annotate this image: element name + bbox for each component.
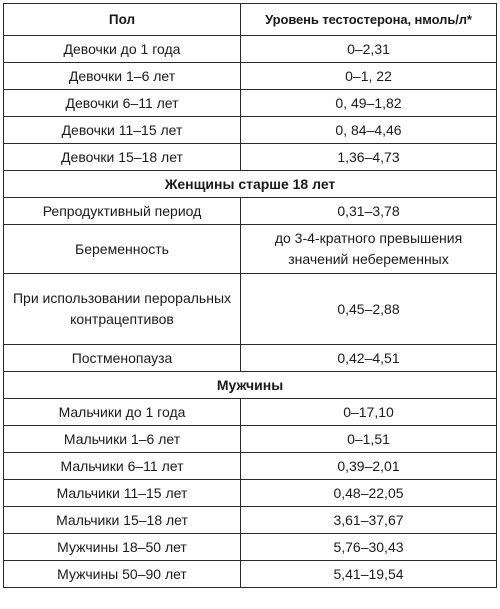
table-row [4,225,497,274]
group-cell: Девочки 6–11 лет [4,90,241,117]
header-sex: Пол [4,4,241,36]
section-title-men: Мужчины [4,372,497,399]
group-cell: Девочки 15–18 лет [4,144,241,171]
range-cell: 0, 84–4,46 [241,117,497,144]
table-row [4,90,497,117]
table-row [4,144,497,171]
group-cell: Мальчики до 1 года [4,399,241,426]
range-cell: 1,36–4,73 [241,144,497,171]
range-cell: до 3-4-кратного превышения значений небеременных [241,225,497,274]
range-cell: 0–17,10 [241,399,497,426]
range-cell: 0–2,31 [241,36,497,63]
table-row [4,63,497,90]
group-cell: При использовании пероральных контрацептивов [4,274,241,345]
table-row [4,507,497,534]
range-cell: 5,76–30,43 [241,534,497,561]
table-row [4,345,497,372]
group-cell: Постменопауза [4,345,241,372]
group-cell: Мальчики 6–11 лет [4,453,241,480]
table-row [4,274,497,345]
group-cell: Репродуктивный период [4,198,241,225]
group-cell: Девочки 1–6 лет [4,63,241,90]
range-cell: 0,31–3,78 [241,198,497,225]
range-cell: 0,42–4,51 [241,345,497,372]
group-cell: Мужчины 18–50 лет [4,534,241,561]
range-cell: 3,61–37,67 [241,507,497,534]
group-cell: Беременность [4,225,241,274]
table-row [4,426,497,453]
table-row [4,453,497,480]
range-cell: 0,39–2,01 [241,453,497,480]
range-cell: 0, 49–1,82 [241,90,497,117]
range-cell: 0–1, 22 [241,63,497,90]
table-row [4,117,497,144]
group-cell: Мужчины 50–90 лет [4,561,241,588]
group-cell: Мальчики 11–15 лет [4,480,241,507]
header-testosterone-level: Уровень тестостерона, нмоль/л* [241,4,497,36]
section-title-women: Женщины старше 18 лет [4,171,497,198]
group-cell: Девочки 11–15 лет [4,117,241,144]
group-cell: Мальчики 1–6 лет [4,426,241,453]
table-row [4,480,497,507]
table-row [4,198,497,225]
range-cell: 0–1,51 [241,426,497,453]
range-cell: 0,48–22,05 [241,480,497,507]
table-header-row [4,4,497,36]
table-row [4,36,497,63]
table-row [4,399,497,426]
range-cell: 0,45–2,88 [241,274,497,345]
table-row [4,534,497,561]
group-cell: Мальчики 15–18 лет [4,507,241,534]
table-row [4,561,497,588]
section-header-women [4,171,497,198]
range-cell: 5,41–19,54 [241,561,497,588]
group-cell: Девочки до 1 года [4,36,241,63]
section-header-men [4,372,497,399]
testosterone-table [3,3,497,588]
